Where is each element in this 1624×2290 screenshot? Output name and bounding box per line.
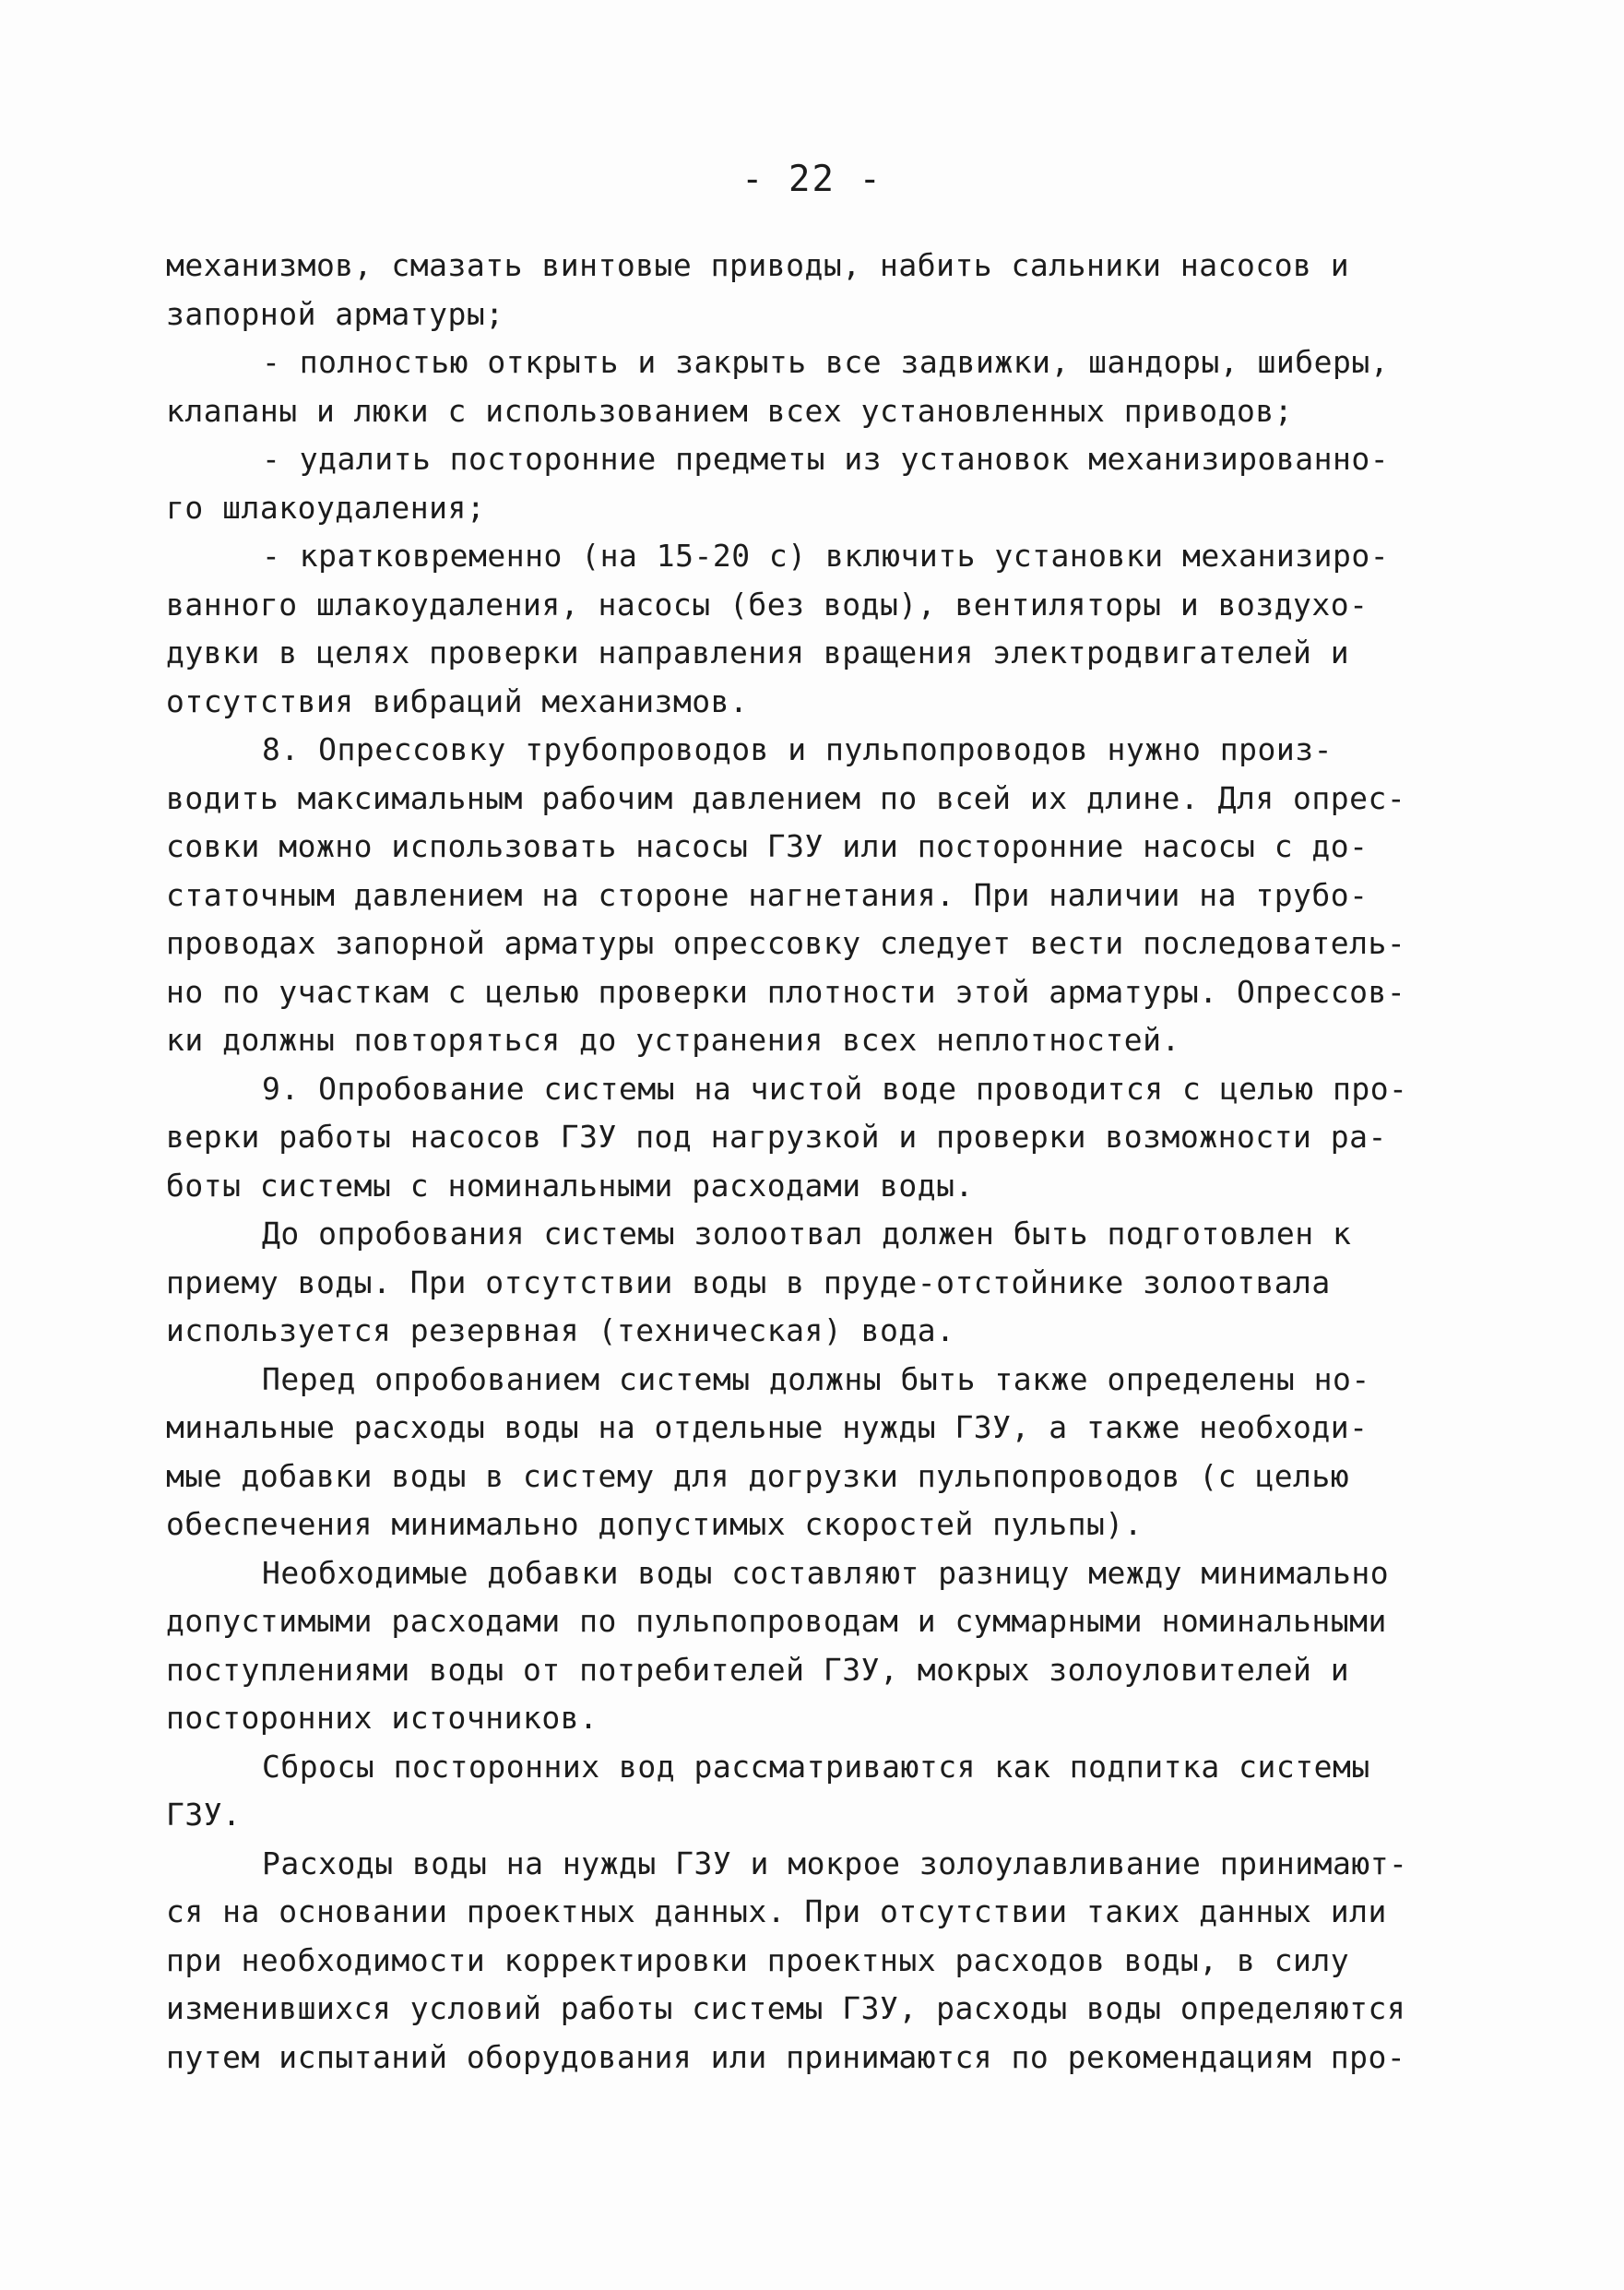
text-line: при необходимости корректировки проектных расходов воды, в силу	[166, 1941, 1350, 1978]
text-line: клапаны и люки с использованием всех установленных приводов;	[166, 392, 1294, 429]
text-line: совки можно использовать насосы ГЗУ или посторонние насосы с до-	[166, 828, 1369, 864]
text-line: используется резервная (техническая) вода.	[166, 1312, 955, 1348]
text-line: ся на основании проектных данных. При отсутствии таких данных или	[166, 1893, 1387, 1929]
text-line: мые добавки воды в систему для догрузки пульпопроводов (с целью	[166, 1457, 1350, 1494]
text-line: боты системы с номинальными расходами воды.	[166, 1167, 974, 1204]
text-line: отсутствия вибраций механизмов.	[166, 682, 749, 719]
text-line: минальные расходы воды на отдельные нужды ГЗУ, а также необходи-	[166, 1409, 1369, 1445]
text-line: посторонних источников.	[166, 1700, 599, 1736]
text-line: ванного шлакоудаления, насосы (без воды), вентиляторы и воздухо-	[166, 586, 1369, 623]
text-line: допустимыми расходами по пульпопроводам и суммарными номинальными	[166, 1603, 1387, 1639]
text-line: поступлениями воды от потребителей ГЗУ, мокрых золоуловителей и	[166, 1651, 1350, 1688]
text-line: ГЗУ.	[166, 1797, 242, 1833]
text-line: верки работы насосов ГЗУ под нагрузкой и проверки возможности ра-	[166, 1119, 1387, 1155]
text-line: ки должны повторяться до устранения всех неплотностей.	[166, 1022, 1180, 1058]
text-line: 8. Опрессовку трубопроводов и пульпопроводов нужно произ-	[262, 731, 1333, 767]
text-line: изменившихся условий работы системы ГЗУ, расходы воды определяются	[166, 1990, 1406, 2026]
text-line: водить максимальным рабочим давлением по всей их длине. Для опрес-	[166, 779, 1406, 816]
text-line: статочным давлением на стороне нагнетания. При наличии на трубо-	[166, 876, 1369, 913]
text-line: путем испытаний оборудования или принимаются по рекомендациям про-	[166, 2038, 1406, 2075]
text-line: приему воды. При отсутствии воды в пруде-отстойнике золоотвала	[166, 1264, 1331, 1300]
text-line: обеспечения минимально допустимых скоростей пульпы).	[166, 1506, 1144, 1542]
text-line: - удалить посторонние предметы из установок механизированно-	[262, 441, 1390, 477]
text-line: механизмов, смазать винтовые приводы, набить сальники насосов и	[166, 247, 1350, 283]
text-line: Перед опробованием системы должны быть также определены но-	[262, 1360, 1370, 1397]
text-line: 9. Опробование системы на чистой воде проводится с целью про-	[262, 1070, 1408, 1107]
text-line: Необходимые добавки воды составляют разницу между минимально	[262, 1554, 1390, 1591]
text-line: запорной арматуры;	[166, 295, 504, 332]
text-line: проводах запорной арматуры опрессовку следует вести последователь-	[166, 925, 1406, 961]
text-line: До опробования системы золоотвал должен быть подготовлен к	[262, 1216, 1352, 1252]
text-line: но по участкам с целью проверки плотности этой арматуры. Опрессов-	[166, 973, 1406, 1010]
text-line: Сбросы посторонних вод рассматриваются как подпитка системы	[262, 1748, 1370, 1785]
text-line: - полностью открыть и закрыть все задвижки, шандоры, шиберы,	[262, 344, 1390, 380]
text-line: - кратковременно (на 15-20 с) включить установки механизиро-	[262, 538, 1390, 574]
page-number: - 22 -	[741, 159, 883, 200]
text-line: дувки в целях проверки направления вращения электродвигателей и	[166, 635, 1350, 670]
body-text	[166, 242, 1476, 2082]
text-line: го шлакоудаления;	[166, 489, 486, 526]
text-line: Расходы воды на нужды ГЗУ и мокрое золоулавливание принимают-	[262, 1845, 1408, 1881]
